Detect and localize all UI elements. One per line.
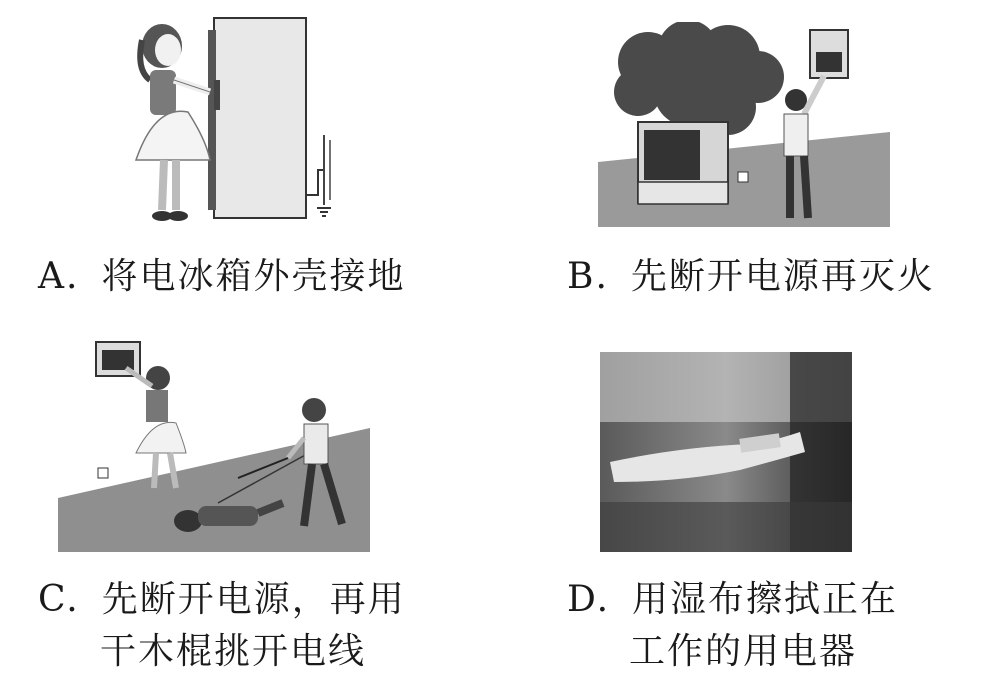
option-d-letter: D. bbox=[567, 579, 611, 620]
option-a-caption bbox=[38, 251, 405, 303]
option-a-letter: A. bbox=[38, 256, 80, 297]
option-b-text: 先断开电源再灭火 bbox=[630, 256, 935, 297]
option-d-caption bbox=[567, 574, 898, 678]
option-c-text-line1: 先断开电源，再用 bbox=[101, 579, 406, 620]
option-b-letter: B. bbox=[567, 256, 609, 297]
illustration-b-cut-power-then-extinguish bbox=[598, 22, 890, 227]
option-c-letter: C. bbox=[38, 579, 80, 620]
option-c-caption bbox=[38, 574, 406, 678]
option-b-caption bbox=[567, 251, 935, 303]
option-a-text: 将电冰箱外壳接地 bbox=[101, 256, 406, 297]
illustration-c-cut-power-dry-stick bbox=[58, 328, 370, 552]
illustration-d-wet-cloth-wiping bbox=[600, 352, 852, 552]
option-d-text-line1: 用湿布擦拭正在 bbox=[632, 579, 899, 620]
option-d-text-line2: 工作的用电器 bbox=[629, 631, 858, 672]
illustration-a-fridge-grounding bbox=[110, 10, 350, 225]
option-c-text-line2: 干木棍挑开电线 bbox=[100, 631, 367, 672]
